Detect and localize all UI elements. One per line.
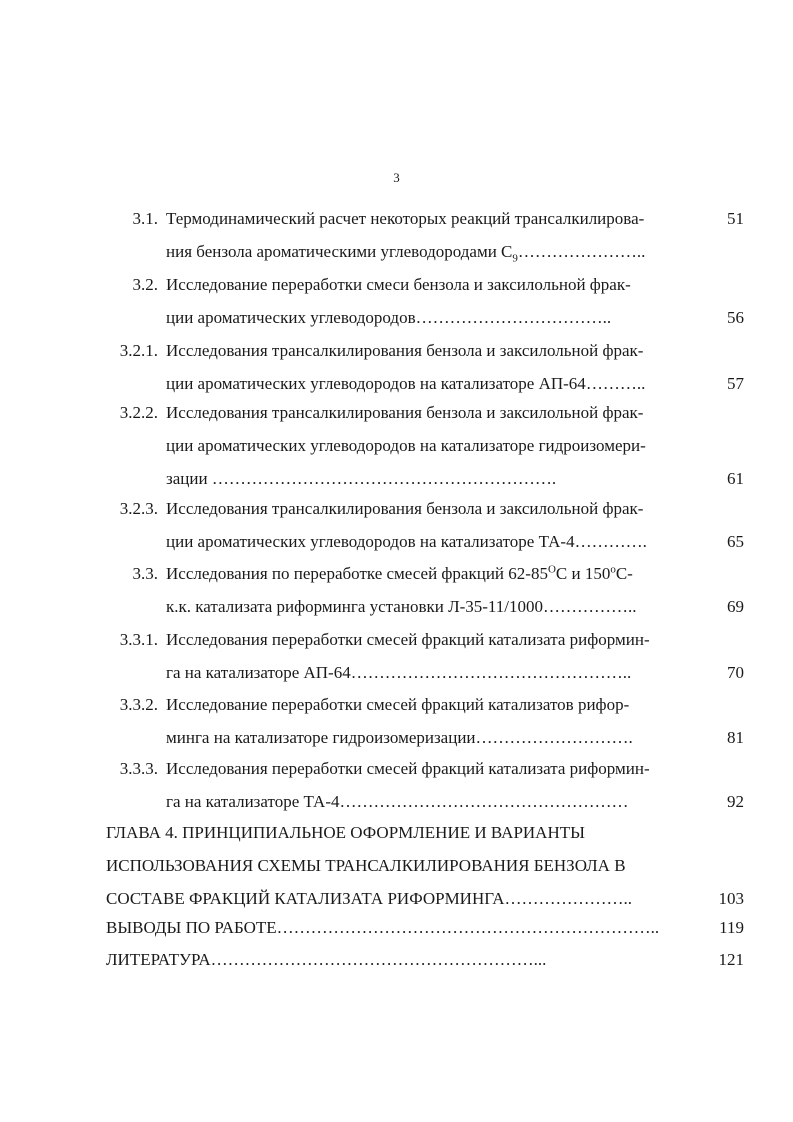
toc-entry[interactable] <box>106 623 746 689</box>
toc-entry[interactable] <box>106 557 746 623</box>
toc-entry-page: 65 <box>727 532 744 551</box>
toc-entry-number: 3.3.1. <box>119 630 158 649</box>
toc-entry-page: 81 <box>727 728 744 747</box>
toc-entry-number: 3.1. <box>132 209 158 228</box>
toc-entry[interactable] <box>106 396 746 495</box>
toc-entry[interactable] <box>106 752 746 818</box>
toc-chapter-page: 119 <box>719 918 744 937</box>
toc-chapter-page: 103 <box>718 889 744 908</box>
toc-entry-page: 56 <box>727 308 744 327</box>
toc-entry[interactable] <box>106 492 746 558</box>
toc-chapter-title: ЛИТЕРАТУРА…………………………………………………... <box>106 950 547 969</box>
toc-entry-number: 3.2.2. <box>119 403 158 422</box>
toc-entry-title: Исследование переработки смеси бензола и заксилольной фрак- ции ароматических углеводородов…………………………….. <box>166 275 631 327</box>
toc-entry-title: Исследования по переработке смесей фракций $62-85^ОС$ и $150^оС-$ к.к. катализата риформинга установки Л-35-11/1000…………….. <box>166 563 637 616</box>
toc-entry-number: 3.2. <box>132 275 158 294</box>
toc-entry-title: Исследования переработки смесей фракций катализата риформин- га на катализаторе ТА-4…………………………………………… <box>166 759 650 811</box>
toc-entry-page: 61 <box>727 469 744 488</box>
page-number: 3 <box>393 170 400 185</box>
toc-entry-page: 70 <box>727 663 744 682</box>
toc-entry-page: 51 <box>727 209 744 228</box>
toc-entry-page: 69 <box>727 597 744 616</box>
toc-chapter[interactable] <box>106 816 746 915</box>
toc-chapter-page: 121 <box>718 950 744 969</box>
toc-entry-number: 3.3.2. <box>119 695 158 714</box>
toc-chapter[interactable] <box>106 911 746 944</box>
toc-entry[interactable] <box>106 688 746 754</box>
toc-entry-number: 3.3. <box>132 564 158 583</box>
toc-entry[interactable] <box>106 268 746 334</box>
toc-entry-number: 3.2.3. <box>119 499 158 518</box>
toc-entry-title: Исследования трансалкилирования бензола и заксилольной фрак- ции ароматических углеводородов на катализаторе АП-64……….. <box>166 341 646 393</box>
toc-chapter[interactable] <box>106 943 746 976</box>
toc-entry-title: Термодинамический расчет некоторых реакций трансалкилирова- ния бензола ароматическими углеводородами $С_9\dots\dots\dots\dots\dots\dots\dots$.. <box>166 209 646 265</box>
toc-chapter-title: ВЫВОДЫ ПО РАБОТЕ………………………………………………………….. <box>106 918 660 937</box>
toc-entry-number: 3.3.3. <box>119 759 158 778</box>
toc-entry-title: Исследования переработки смесей фракций катализата риформин- га на катализаторе АП-64………………………………………….. <box>166 630 650 682</box>
toc-entry-page: 92 <box>727 792 744 811</box>
toc-chapter-title: ГЛАВА 4. ПРИНЦИПИАЛЬНОЕ ОФОРМЛЕНИЕ И ВАРИАНТЫ ИСПОЛЬЗОВАНИЯ СХЕМЫ ТРАНСАЛКИЛИРОВАНИЯ БЕНЗОЛА В СОСТАВЕ ФРАКЦИЙ КАТАЛИЗАТА РИФОРМИНГА………………….. <box>106 823 632 908</box>
toc-entry-title: Исследования трансалкилирования бензола и заксилольной фрак- ции ароматических углеводородов на катализаторе гидроизомери- зации ……………………………………………………. <box>166 403 646 488</box>
toc-entry-number: 3.2.1. <box>119 341 158 360</box>
toc-entry[interactable] <box>106 334 746 400</box>
toc-entry-title: Исследования трансалкилирования бензола и заксилольной фрак- ции ароматических углеводородов на катализаторе ТА-4…………. <box>166 499 647 551</box>
toc-entry-title: Исследование переработки смесей фракций катализатов рифор- минга на катализаторе гидроизомеризации………………………. <box>166 695 633 747</box>
toc-entry[interactable] <box>106 202 746 268</box>
toc-entry-page: 57 <box>727 374 744 393</box>
